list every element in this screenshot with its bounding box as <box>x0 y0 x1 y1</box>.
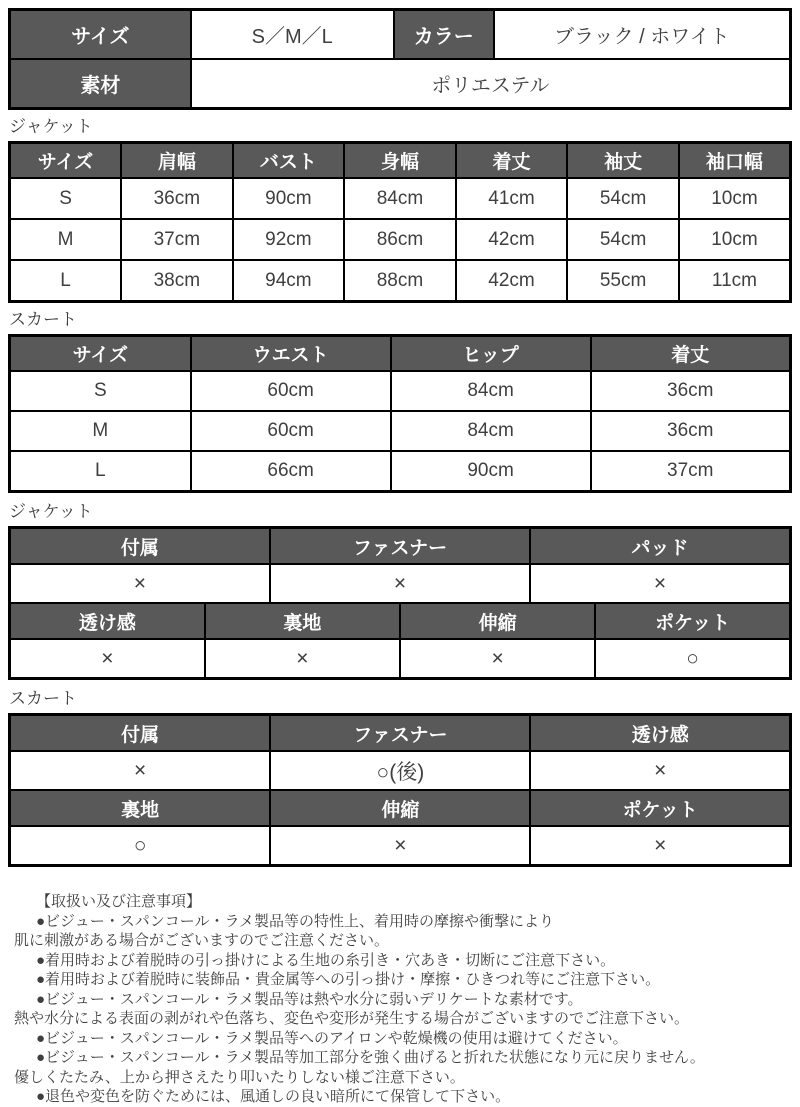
note-line: 肌に刺激がある場合がございますのでご注意ください。 <box>14 932 390 949</box>
feature-header: 付属 <box>10 528 270 565</box>
jacket-features-table <box>8 526 792 680</box>
note-line: ●ビジュー・スパンコール・ラメ製品等の特性上、着用時の摩擦や衝撃により <box>36 912 555 930</box>
table-row <box>10 260 791 302</box>
size-label-cell: サイズ <box>10 10 191 60</box>
jacket-size-section-label: ジャケット <box>9 117 93 136</box>
note-line: ●着用時および着脱時の引っ掛けによる生地の糸引き・穴あき・切断にご注意下さい。 <box>36 951 616 969</box>
jacket-size-table <box>8 141 792 303</box>
column-header: サイズ <box>10 336 191 372</box>
measure-cell: 66cm <box>191 451 391 492</box>
measure-cell: 41cm <box>456 178 568 219</box>
size-cell: L <box>10 451 191 492</box>
measure-cell: 90cm <box>233 178 345 219</box>
column-header: 肩幅 <box>121 143 233 179</box>
table-row <box>10 411 791 451</box>
size-cell: S <box>10 371 191 411</box>
spec-table <box>8 8 792 110</box>
column-header: 身幅 <box>344 143 456 179</box>
measure-cell: 60cm <box>191 371 391 411</box>
material-label-cell: 素材 <box>10 59 191 109</box>
measure-cell: 92cm <box>233 219 345 260</box>
handling-notes <box>8 892 792 1107</box>
feature-header: 透け感 <box>10 603 205 639</box>
feature-header: ファスナー <box>270 528 530 565</box>
size-cell: S <box>10 178 122 219</box>
feature-value: × <box>10 564 270 603</box>
feature-header: 付属 <box>10 715 271 752</box>
notes-title: 【取扱い及び注意事項】 <box>36 893 202 910</box>
feature-value: ○ <box>10 826 271 866</box>
table-row <box>10 178 791 219</box>
jacket-features-section-label: ジャケット <box>9 502 93 521</box>
column-header: ヒップ <box>391 336 591 372</box>
column-header: 着丈 <box>456 143 568 179</box>
measure-cell: 84cm <box>391 411 591 451</box>
skirt-features-section-label: スカート <box>9 689 77 708</box>
feature-value: ○(後) <box>270 751 530 790</box>
measure-cell: 10cm <box>679 219 791 260</box>
size-cell: L <box>10 260 122 302</box>
skirt-features-table <box>8 713 792 867</box>
table-row <box>10 451 791 492</box>
measure-cell: 88cm <box>344 260 456 302</box>
measure-cell: 37cm <box>121 219 233 260</box>
size-cell: M <box>10 411 191 451</box>
note-line: ●退色や変色を防ぐためには、風通しの良い暗所にて保管して下さい。 <box>36 1088 511 1105</box>
column-header: 袖丈 <box>567 143 679 179</box>
feature-value: × <box>400 639 595 679</box>
measure-cell: 86cm <box>344 219 456 260</box>
feature-value: × <box>270 826 530 866</box>
note-line: 優しくたたみ、上から押さえたり叩いたりしない様ご注意下さい。 <box>14 1068 465 1086</box>
column-header: 袖口幅 <box>679 143 791 179</box>
measure-cell: 90cm <box>391 451 591 492</box>
measure-cell: 94cm <box>233 260 345 302</box>
skirt-size-section-label: スカート <box>9 310 77 329</box>
note-line: ●着用時および着脱時に装飾品・貴金属等への引っ掛け・摩擦・ひきつれ等にご注意下さい。 <box>36 971 661 988</box>
measure-cell: 55cm <box>567 260 679 302</box>
measure-cell: 42cm <box>456 260 568 302</box>
measure-cell: 10cm <box>679 178 791 219</box>
note-line: ●ビジュー・スパンコール・ラメ製品等へのアイロンや乾燥機の使用は避けてください。 <box>36 1029 628 1047</box>
measure-cell: 54cm <box>567 219 679 260</box>
measure-cell: 36cm <box>121 178 233 219</box>
measure-cell: 54cm <box>567 178 679 219</box>
measure-cell: 42cm <box>456 219 568 260</box>
size-cell: M <box>10 219 122 260</box>
column-header: バスト <box>233 143 345 179</box>
feature-header: ポケット <box>530 790 790 826</box>
feature-header: 伸縮 <box>400 603 595 639</box>
feature-value: × <box>10 639 205 679</box>
feature-value: ○ <box>595 639 790 679</box>
feature-header: ポケット <box>595 603 790 639</box>
measure-cell: 11cm <box>679 260 791 302</box>
feature-value: × <box>10 751 271 790</box>
measure-cell: 84cm <box>344 178 456 219</box>
measure-cell: 37cm <box>591 451 791 492</box>
table-row <box>10 371 791 411</box>
size-value-cell: S／M／L <box>191 10 394 60</box>
column-header: サイズ <box>10 143 122 179</box>
feature-header: 透け感 <box>530 715 790 752</box>
skirt-size-table <box>8 334 792 493</box>
measure-cell: 60cm <box>191 411 391 451</box>
feature-header: パッド <box>530 528 790 565</box>
feature-header: 裏地 <box>205 603 400 639</box>
feature-value: × <box>270 564 530 603</box>
material-value-cell: ポリエステル <box>191 59 791 109</box>
feature-value: × <box>205 639 400 679</box>
note-line: ●ビジュー・スパンコール・ラメ製品等加工部分を強く曲げると折れた状態になり元に戻りません。 <box>36 1049 705 1066</box>
table-row <box>10 219 791 260</box>
measure-cell: 36cm <box>591 411 791 451</box>
measure-cell: 84cm <box>391 371 591 411</box>
feature-header: ファスナー <box>270 715 530 752</box>
measure-cell: 38cm <box>121 260 233 302</box>
note-line: 熱や水分による表面の剥がれや色落ち、変色や変形が発生する場合がございますのでご注意下さい。 <box>14 1010 690 1027</box>
column-header: ウエスト <box>191 336 391 372</box>
feature-value: × <box>530 564 790 603</box>
feature-value: × <box>530 826 790 866</box>
feature-header: 裏地 <box>10 790 271 826</box>
feature-value: × <box>530 751 790 790</box>
note-line: ●ビジュー・スパンコール・ラメ製品等は熱や水分に弱いデリケートな素材です。 <box>36 990 583 1008</box>
feature-header: 伸縮 <box>270 790 530 826</box>
measure-cell: 36cm <box>591 371 791 411</box>
color-value-cell: ブラック / ホワイト <box>494 10 791 60</box>
column-header: 着丈 <box>591 336 791 372</box>
color-label-cell: カラー <box>394 10 494 60</box>
